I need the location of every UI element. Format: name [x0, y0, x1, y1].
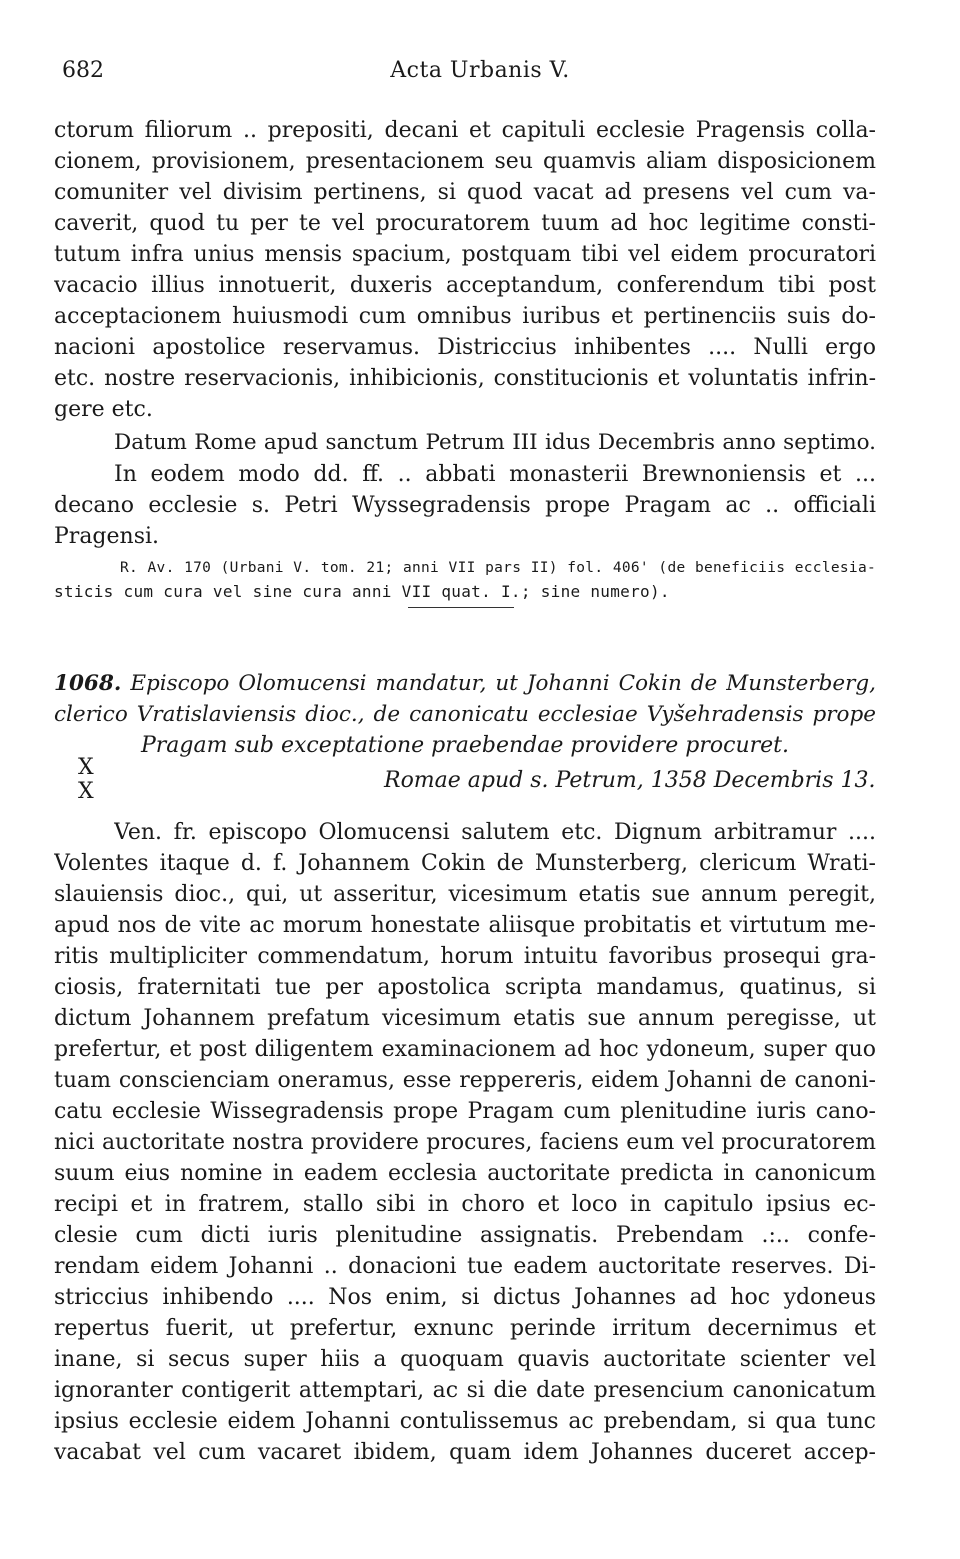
text-line: ctorum filiorum .. prepositi, decani et capituli ecclesie Pragensis colla-	[54, 118, 876, 143]
text-line: tuam conscienciam oneramus, esse reppereris, eidem Johanni de canoni-	[54, 1068, 876, 1093]
text-line: comuniter vel divisim pertinens, si quod vacat ad presens vel cum va-	[54, 180, 876, 205]
text-line: inane, si secus super hiis a quoquam quavis auctoritate scienter vel	[54, 1347, 876, 1372]
text-line: vacacio illius innotuerit, duxeris acceptandum, conferendum tibi post	[54, 273, 876, 298]
text-line: etc. nostre reservacionis, inhibicionis, constitucionis et voluntatis infrin-	[54, 366, 876, 391]
text-line: slauiensis dioc., qui, ut asseritur, vicesimum etatis sue annum peregit,	[54, 882, 876, 907]
eodem-line: In eodem modo dd. ff. .. abbati monasterii Brewnoniensis et ...	[114, 462, 876, 487]
source-note: R. Av. 170 (Urbani V. tom. 21; anni VII pars II) fol. 406' (de beneficiis ecclesia-	[120, 560, 876, 576]
eodem-line: Pragensi.	[54, 524, 160, 549]
dateline: Romae apud s. Petrum, 1358 Decembris 13.	[384, 768, 876, 793]
doc-number: 1068.	[54, 671, 122, 696]
text-line: Ven. fr. episcopo Olomucensi salutem etc. Dignum arbitramur ....	[114, 820, 876, 845]
doc-title-line	[54, 669, 876, 699]
text-line: clesie cum dicti iuris plenitudine assignatis. Prebendam .:.. confe-	[54, 1223, 876, 1248]
x-mark: X	[78, 755, 94, 780]
text-line: prefertur, et post diligentem examinacionem ad hoc ydoneum, super quo	[54, 1037, 876, 1062]
text-line: recipi et in fratrem, stallo sibi in choro et loco in capitulo ipsius ec-	[54, 1192, 876, 1217]
doc-title-text: Episcopo Olomucensi mandatur, ut Johanni Cokin de Munsterberg,	[130, 671, 876, 696]
eodem-line: decano ecclesie s. Petri Wyssegradensis prope Pragam ac .. officiali	[54, 493, 876, 518]
text-line: cionem, provisionem, presentacionem seu quamvis aliam disposicionem	[54, 149, 876, 174]
text-line: gere etc.	[54, 397, 153, 422]
text-line: suum eius nomine in eadem ecclesia auctoritate predicta in canonicum	[54, 1161, 876, 1186]
x-mark: X	[78, 779, 94, 804]
doc-title-line: clerico Vratislaviensis dioc., de canonicatu ecclesiae Vyšehradensis prope	[54, 702, 876, 727]
text-line: striccius inhibendo .... Nos enim, si dictus Johannes ad hoc ydoneus	[54, 1285, 876, 1310]
text-line: nici auctoritate nostra providere procures, faciens eum vel procuratorem	[54, 1130, 876, 1155]
doc-title-line: Pragam sub exceptatione praebendae providere procuret.	[140, 733, 789, 758]
text-line: caverit, quod tu per te vel procuratorem tuum ad hoc legitime consti-	[54, 211, 876, 236]
text-line: acceptacionem huiusmodi cum omnibus iuribus et pertinenciis suis do-	[54, 304, 876, 329]
text-line: repertus fuerit, ut prefertur, exnunc perinde irritum decernimus et	[54, 1316, 876, 1341]
source-note: sticis cum cura vel sine cura anni VII quat. I.; sine numero).	[54, 582, 670, 601]
running-title: Acta Urbanis V.	[390, 58, 570, 83]
datum-line: Datum Rome apud sanctum Petrum III idus Decembris anno septimo.	[114, 430, 876, 455]
text-line: ipsius ecclesie eidem Johanni contulissemus ac prebendam, si qua tunc	[54, 1409, 876, 1434]
text-line: ignoranter contigerit attemptari, ac si die date presencium canonicatum	[54, 1378, 876, 1403]
text-line: dictum Johannem prefatum vicesimum etatis sue annum peregisse, ut	[54, 1006, 876, 1031]
section-divider	[408, 607, 514, 608]
text-line: vacabat vel cum vacaret ibidem, quam idem Johannes duceret accep-	[54, 1440, 876, 1465]
text-line: apud nos de vite ac morum honestate aliisque probitatis et virtutum me-	[54, 913, 876, 938]
text-line: rendam eidem Johanni .. donacioni tue eadem auctoritate reserves. Di-	[54, 1254, 876, 1279]
text-line: catu ecclesie Wissegradensis prope Pragam cum plenitudine iuris cano-	[54, 1099, 876, 1124]
text-line: Volentes itaque d. f. Johannem Cokin de Munsterberg, clericum Wrati-	[54, 851, 876, 876]
page-number: 682	[62, 58, 104, 83]
text-line: ciosis, fraternitati tue per apostolica scripta mandamus, quatinus, si	[54, 975, 876, 1000]
text-line: tutum infra unius mensis spacium, postquam tibi vel eidem procuratori	[54, 242, 876, 267]
page-header	[62, 58, 898, 90]
text-line: ritis multipliciter commendatum, horum intuitu favoribus prosequi gra-	[54, 944, 876, 969]
text-line: nacioni apostolice reservamus. Districcius inhibentes .... Nulli ergo	[54, 335, 876, 360]
